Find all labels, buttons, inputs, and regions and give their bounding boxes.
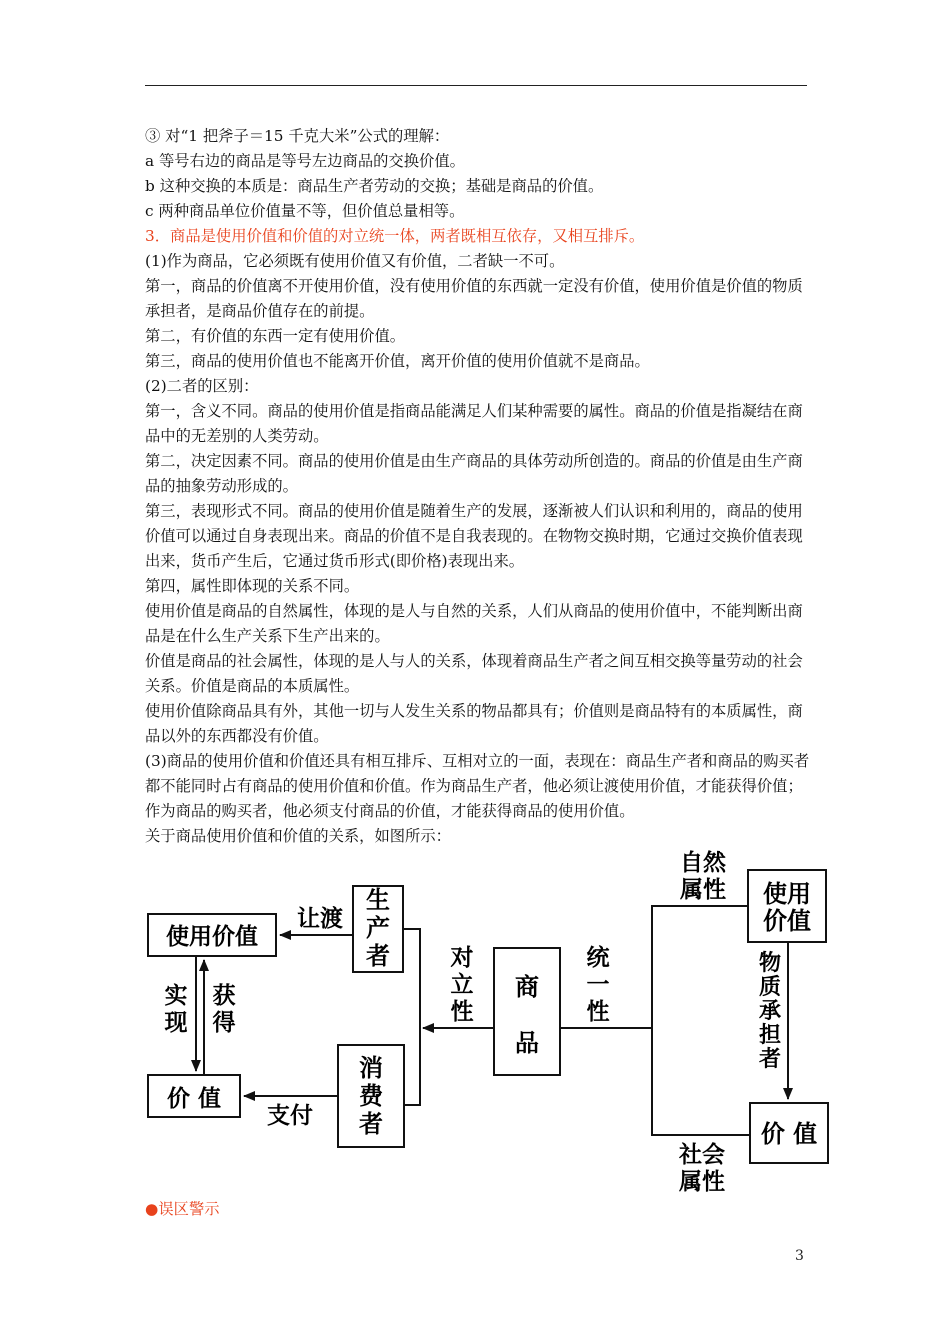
paragraph: 第四，属性即体现的关系不同。 [145, 577, 360, 595]
unity-label: 统一性 [586, 945, 610, 1025]
paragraph: (1)作为商品，它必须既有使用价值又有价值，二者缺一不可。 [145, 252, 565, 270]
paragraph: 关于商品使用价值和价值的关系，如图所示： [145, 827, 451, 845]
paragraph: b 这种交换的本质是：商品生产者劳动的交换；基础是商品的价值。 [145, 177, 604, 195]
commodity-relation-diagram [140, 840, 840, 1200]
natural-attr-label: 自然属性 [680, 850, 726, 903]
bracket-right [652, 906, 750, 1135]
paragraph: 使用价值是商品的自然属性，体现的是人与自然的关系，人们从商品的使用价值中，不能判断出商品是在什么生产关系下生产出来的。 [145, 602, 803, 645]
paragraph: 第一，含义不同。商品的使用价值是指商品能满足人们某种需要的属性。商品的价值是指凝结在商品中的无差别的人类劳动。 [145, 402, 803, 445]
paragraph: 第一，商品的价值离不开使用价值，没有使用价值的东西就一定没有价值，使用价值是价值的物质承担者，是商品价值存在的前提。 [145, 277, 803, 320]
paragraph: 第三，商品的使用价值也不能离开价值，离开价值的使用价值就不是商品。 [145, 352, 650, 370]
paragraph: 价值是商品的社会属性，体现的是人与人的关系，体现着商品生产者之间互相交换等量劳动的社会关系。价值是商品的本质属性。 [145, 652, 803, 695]
paragraph: 第二，决定因素不同。商品的使用价值是由生产商品的具体劳动所创造的。商品的价值是由生产商品的抽象劳动形成的。 [145, 452, 803, 495]
header-rule [145, 85, 807, 86]
paragraph: c 两种商品单位价值量不等，但价值总量相等。 [145, 202, 465, 220]
social-attr-label: 社会属性 [679, 1142, 725, 1195]
bracket-left [403, 929, 420, 1105]
paragraph: 使用价值除商品具有外，其他一切与人发生关系的物品都具有；价值则是商品特有的本质属性，商品以外的东西都没有价值。 [145, 702, 803, 745]
opposition-label: 对立性 [450, 945, 474, 1025]
value-left-label: 价 值 [166, 1086, 222, 1112]
paragraph: a 等号右边的商品是等号左边商品的交换价值。 [145, 152, 465, 170]
paragraph: 3．商品是使用价值和价值的对立统一体，两者既相互依存，又相互排斥。 [145, 227, 645, 245]
paragraph: 第二，有价值的东西一定有使用价值。 [145, 327, 406, 345]
paragraph: 第三，表现形式不同。商品的使用价值是随着生产的发展，逐渐被人们认识和利用的，商品的使用价值可以通过自身表现出来。商品的价值不是自我表现的。在物物交换时期，它通过交换价值表现出来，货币产生后，它通过货币形式(即价格)表现出来。 [145, 502, 803, 570]
use-value-left-label: 使用价值 [166, 924, 258, 950]
paragraph: (2)二者的区别： [145, 377, 259, 395]
body-text [145, 124, 810, 849]
value-right-label: 价 值 [760, 1120, 818, 1148]
producer-label: 生产者 [366, 886, 390, 970]
material-bearer-label: 物质承担者 [758, 951, 782, 1072]
pay-label: 支付 [267, 1103, 313, 1129]
page-number: 3 [795, 1248, 804, 1264]
realize-label: 实现 [164, 983, 188, 1036]
obtain-label: 获得 [212, 983, 236, 1036]
paragraph: ③ 对“1 把斧子＝15 千克大米”公式的理解： [145, 127, 450, 145]
consumer-label: 消费者 [359, 1054, 383, 1138]
mistake-warning: ●误区警示 [145, 1200, 220, 1218]
commodity-label: 商品 [515, 973, 539, 1057]
use-value-right-label: 使用价值 [763, 880, 811, 935]
cede-label: 让渡 [297, 906, 343, 932]
paragraph: (3)商品的使用价值和价值还具有相互排斥、互相对立的一面，表现在：商品生产者和商品的购买者都不能同时占有商品的使用价值和价值。作为商品生产者，他必须让渡使用价值，才能获得价值；作为商品的购买者，他必须支付商品的价值，才能获得商品的使用价值。 [145, 752, 810, 820]
